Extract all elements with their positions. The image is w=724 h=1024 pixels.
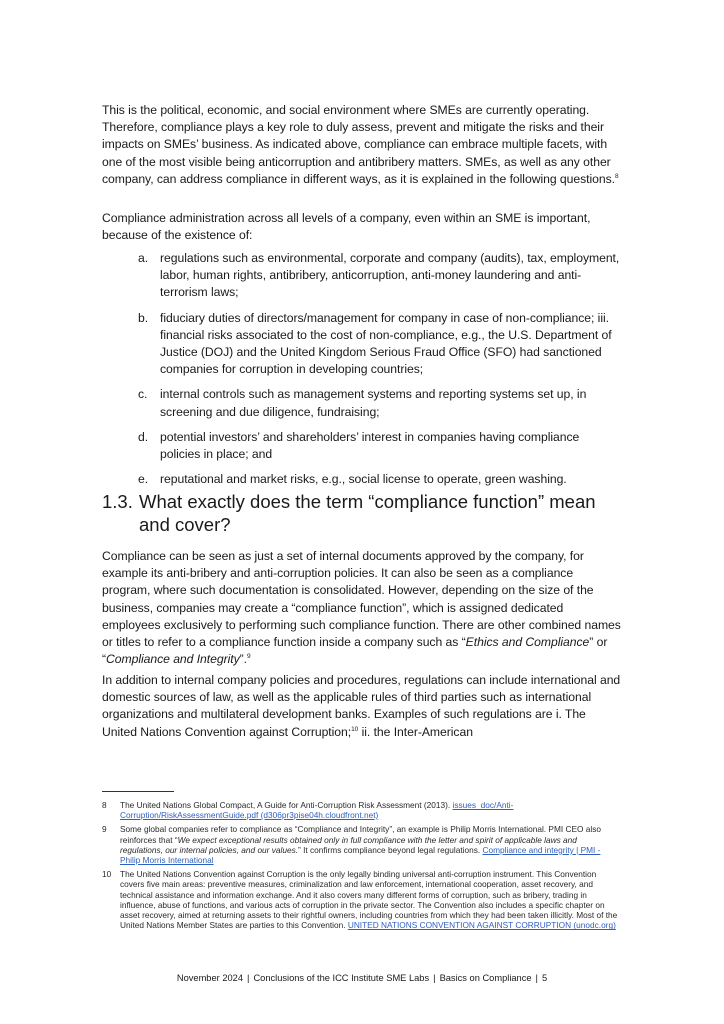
footnote-10 bbox=[102, 869, 622, 930]
footnote-number: 8 bbox=[102, 800, 107, 810]
footnote-link[interactable]: UNITED NATIONS CONVENTION AGAINST CORRUPTION (unodc.org) bbox=[347, 920, 616, 931]
compliance-integrity-term: Compliance and Integrity bbox=[106, 652, 240, 667]
list-marker: a. bbox=[138, 251, 149, 265]
list-item-text: fiduciary duties of directors/management for company in case of non-compliance; iii. financial risks associated to the cost of non-compliance, e.g., the U.S. Department of Justice (DOJ) and the United Kingdom Serious Fraud Office (SFO) had sanctioned companies for corruption in developing countries; bbox=[160, 310, 612, 377]
footer-date: November 2024 bbox=[176, 973, 244, 983]
section-heading bbox=[102, 490, 622, 536]
section-number: 1.3. bbox=[102, 491, 133, 512]
footer-separator: | bbox=[247, 973, 250, 983]
footnotes bbox=[102, 800, 622, 934]
ethics-compliance-term: Ethics and Compliance bbox=[465, 635, 590, 650]
list-item bbox=[138, 310, 622, 379]
para2-tail: ii. the Inter-American bbox=[358, 724, 473, 739]
footnote-link[interactable]: issues_doc/Anti-Corruption/RiskAssessmentGuide.pdf (d306pr3pise04h.cloudfront.net) bbox=[120, 800, 514, 821]
footnote-text: Some global companies refer to compliance as “Compliance and Integrity”, an example is Philip Morris International. PMI CEO also reinforces that “ bbox=[120, 824, 601, 845]
section-title: What exactly does the term “compliance function” mean and cover? bbox=[139, 491, 596, 535]
footnote-number: 10 bbox=[102, 869, 112, 880]
footnote-9 bbox=[102, 824, 622, 865]
footnote-8 bbox=[102, 800, 622, 820]
para1-end: ”. bbox=[239, 652, 247, 667]
list-item bbox=[138, 471, 622, 488]
list-item bbox=[138, 386, 622, 420]
footer-title: Conclusions of the ICC Institute SME Labs bbox=[253, 973, 430, 983]
footnote-number: 9 bbox=[102, 824, 107, 835]
list-item-text: internal controls such as management systems and reporting systems set up, in screening and due diligence, fundraising; bbox=[160, 387, 587, 419]
list-item-text: reputational and market risks, e.g., social license to operate, green washing. bbox=[160, 472, 567, 487]
list-marker: d. bbox=[138, 429, 149, 444]
list-item bbox=[138, 429, 622, 463]
admin-paragraph: Compliance administration across all levels of a company, even within an SME is important, because of the existence of: bbox=[102, 211, 591, 243]
regulations-paragraph bbox=[102, 672, 622, 741]
page-footer bbox=[0, 973, 724, 983]
para1-mid: ” or “ bbox=[102, 635, 608, 667]
footnote-text-after: ” It confirms compliance beyond legal regulations. bbox=[298, 844, 483, 855]
list-marker: e. bbox=[138, 472, 149, 487]
compliance-function-paragraph bbox=[102, 548, 622, 668]
footnote-ref-9[interactable]: 9 bbox=[247, 653, 251, 661]
footnote-ref-10[interactable]: 10 bbox=[351, 725, 359, 733]
list-item-text: regulations such as environmental, corporate and company (audits), tax, employment, labor, human rights, antibribery, anticorruption, anti-money laundering and anti-terrorism laws; bbox=[160, 251, 620, 300]
reasons-list bbox=[138, 250, 622, 496]
footer-separator: | bbox=[433, 973, 436, 983]
footer-subtitle: Basics on Compliance bbox=[439, 973, 532, 983]
footnote-divider bbox=[102, 791, 174, 792]
list-marker: b. bbox=[138, 310, 149, 325]
list-item bbox=[138, 250, 622, 302]
footnote-text: The United Nations Global Compact, A Guide for Anti-Corruption Risk Assessment (2013). bbox=[120, 800, 453, 810]
footnote-quote: We expect exceptional results obtained only in full compliance with the letter and spirit of applicable laws and regulations, our internal policies, and our values. bbox=[120, 834, 577, 855]
list-item-text: potential investors’ and shareholders’ interest in companies having compliance policies in place; and bbox=[160, 429, 580, 462]
intro-text: This is the political, economic, and social environment where SMEs are currently operating. Therefore, compliance plays a key role to duly assess, prevent and mitigate the risks and their impacts on SMEs’ business. As indicated above, compliance can embrace multiple facets, with one of the most visible being anticorruption and antibribery matters. SMEs, as well as any other company, can address compliance in different ways, as it is explained in the following questions. bbox=[102, 103, 615, 186]
para2-text: In addition to internal company policies and procedures, regulations can include international and domestic sources of law, as well as the applicable rules of third parties such as international organizations and multilateral development banks. Examples of such regulations are i. The United Nations Convention against Corruption; bbox=[102, 673, 621, 739]
intro-paragraph bbox=[102, 102, 622, 188]
page-number: 5 bbox=[541, 973, 548, 983]
para1-text: Compliance can be seen as just a set of internal documents approved by the company, for example its anti-bribery and anti-corruption policies. It can also be seen as a compliance program, where such documentation is consolidated. However, depending on the size of the business, companies may create a “compliance function”, which is assigned dedicated employees exclusively to performing such compliance function. There are other combined names or titles to refer to a compliance function inside a company such as “ bbox=[102, 549, 621, 650]
footnote-ref-8[interactable]: 8 bbox=[614, 172, 619, 180]
list-marker: c. bbox=[138, 387, 148, 402]
footer-separator: | bbox=[535, 973, 538, 983]
footnote-link[interactable]: Compliance and integrity | PMI - Philip Morris International bbox=[120, 844, 601, 866]
footnote-text: The United Nations Convention against Corruption is the only legally binding universal anti-corruption instrument. This Convention covers five main areas: preventive measures, criminalization and law enforcement, international cooperation, asset recovery, and technical assistance and information exchange. And it also covers many different forms of corruption, such as bribery, trading in influence, abuse of functions, and various acts of corruption in the private sector. The Convention also includes a specific chapter on asset recovery, aimed at returning assets to their rightful owners, including countries from which they had been taken illicitly. Most of the United Nations Member States are parties to this Convention. bbox=[120, 869, 618, 931]
